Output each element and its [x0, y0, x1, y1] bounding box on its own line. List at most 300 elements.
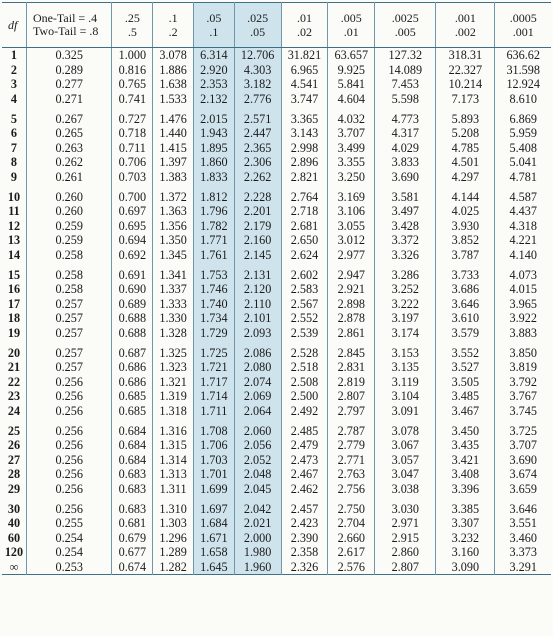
value-cell: 0.685: [112, 404, 153, 419]
col-header: .0025 .005: [375, 3, 436, 48]
value-cell: 4.221: [495, 233, 551, 248]
value-cell: 3.067: [375, 438, 436, 453]
value-cell: 1.782: [193, 219, 234, 234]
value-cell: 1.796: [193, 204, 234, 219]
value-cell: 0.256: [26, 389, 112, 404]
value-cell: 2.750: [328, 496, 375, 516]
table-row: [2, 374, 551, 389]
value-cell: 1.645: [193, 560, 234, 575]
value-cell: 3.160: [436, 545, 495, 560]
df-cell: 6: [10, 126, 18, 141]
value-cell: 1.476: [153, 106, 194, 126]
value-cell: 2.756: [328, 482, 375, 497]
value-cell: 2.467: [281, 467, 328, 482]
value-cell: 2.160: [234, 233, 281, 248]
value-cell: 3.090: [436, 560, 495, 575]
value-cell: 0.256: [26, 496, 112, 516]
table-row: [2, 297, 551, 312]
two-tail-label: Two-Tail = .8: [32, 24, 99, 38]
value-cell: 3.930: [436, 219, 495, 234]
table-row: [2, 63, 551, 78]
value-cell: 0.255: [26, 516, 112, 531]
value-cell: 1.721: [193, 360, 234, 375]
col-header: .05 .1: [193, 3, 234, 48]
value-cell: 4.032: [328, 106, 375, 126]
table-row: [2, 545, 551, 560]
value-cell: 4.144: [436, 184, 495, 204]
col-header: .005 .01: [328, 3, 375, 48]
value-cell: 3.373: [495, 545, 551, 560]
value-cell: 2.479: [281, 438, 328, 453]
value-cell: 2.567: [281, 297, 328, 312]
value-cell: 1.960: [234, 560, 281, 575]
value-cell: 2.086: [234, 340, 281, 360]
value-cell: 1.314: [153, 452, 194, 467]
value-cell: 3.674: [495, 467, 551, 482]
value-cell: 1.318: [153, 404, 194, 419]
value-cell: 0.256: [26, 467, 112, 482]
value-cell: 0.258: [26, 262, 112, 282]
value-cell: 0.703: [112, 170, 153, 185]
value-cell: 1.350: [153, 233, 194, 248]
value-cell: 3.725: [495, 418, 551, 438]
value-cell: 4.781: [495, 170, 551, 185]
value-cell: 1.714: [193, 389, 234, 404]
value-cell: 2.447: [234, 126, 281, 141]
value-cell: 1.282: [153, 560, 194, 575]
df-cell: 2: [10, 62, 18, 77]
value-cell: 0.254: [26, 530, 112, 545]
value-cell: 3.581: [375, 184, 436, 204]
value-cell: 0.256: [26, 438, 112, 453]
value-cell: 3.610: [436, 311, 495, 326]
value-cell: 1.415: [153, 141, 194, 156]
table-row: [2, 48, 551, 63]
value-cell: 1.753: [193, 262, 234, 282]
value-cell: 0.690: [112, 282, 153, 297]
value-cell: 3.396: [436, 482, 495, 497]
value-cell: 3.551: [495, 516, 551, 531]
value-cell: 2.831: [328, 360, 375, 375]
value-cell: 1.740: [193, 297, 234, 312]
value-cell: 2.353: [193, 77, 234, 92]
df-cell: 28: [7, 467, 21, 482]
value-cell: 2.861: [328, 326, 375, 341]
value-cell: 1.311: [153, 482, 194, 497]
value-cell: 1.658: [193, 545, 234, 560]
value-cell: 3.499: [328, 141, 375, 156]
value-cell: 1.697: [193, 496, 234, 516]
value-cell: 2.145: [234, 248, 281, 263]
value-cell: 0.816: [112, 63, 153, 78]
value-cell: 3.833: [375, 155, 436, 170]
value-cell: 3.119: [375, 374, 436, 389]
value-cell: 5.208: [436, 126, 495, 141]
value-cell: 1.761: [193, 248, 234, 263]
table-row: [2, 92, 551, 107]
value-cell: 0.765: [112, 77, 153, 92]
value-cell: 1.337: [153, 282, 194, 297]
value-cell: 0.257: [26, 360, 112, 375]
table-row: [2, 389, 551, 404]
value-cell: 2.056: [234, 438, 281, 453]
value-cell: 22.327: [436, 63, 495, 78]
df-cell: 7: [10, 140, 18, 155]
value-cell: 3.745: [495, 404, 551, 419]
value-cell: 2.228: [234, 184, 281, 204]
value-cell: 3.690: [495, 452, 551, 467]
value-cell: 6.869: [495, 106, 551, 126]
value-cell: 31.598: [495, 63, 551, 78]
value-cell: 1.725: [193, 340, 234, 360]
value-cell: 2.069: [234, 389, 281, 404]
value-cell: 1.372: [153, 184, 194, 204]
value-cell: 1.943: [193, 126, 234, 141]
table-row: [2, 248, 551, 263]
table-row: [2, 170, 551, 185]
table-row: [2, 404, 551, 419]
value-cell: 1.310: [153, 496, 194, 516]
value-cell: 3.747: [281, 92, 328, 107]
value-cell: 1.699: [193, 482, 234, 497]
value-cell: 2.896: [281, 155, 328, 170]
value-cell: 2.771: [328, 452, 375, 467]
table-row: [2, 326, 551, 341]
value-cell: 1.315: [153, 438, 194, 453]
value-cell: 3.505: [436, 374, 495, 389]
table-row: [2, 560, 551, 575]
value-cell: 0.259: [26, 233, 112, 248]
value-cell: 2.797: [328, 404, 375, 419]
value-cell: 2.485: [281, 418, 328, 438]
table-row: [2, 141, 551, 156]
value-cell: 2.552: [281, 311, 328, 326]
value-cell: 2.764: [281, 184, 328, 204]
value-cell: 9.925: [328, 63, 375, 78]
value-cell: 3.197: [375, 311, 436, 326]
value-cell: 1.330: [153, 311, 194, 326]
value-cell: 1.316: [153, 418, 194, 438]
value-cell: 2.977: [328, 248, 375, 263]
table-row: [2, 204, 551, 219]
value-cell: 2.776: [234, 92, 281, 107]
df-cell: 13: [7, 233, 21, 248]
df-cell: 40: [7, 516, 21, 531]
value-cell: 3.646: [495, 496, 551, 516]
value-cell: 4.140: [495, 248, 551, 263]
value-cell: 4.297: [436, 170, 495, 185]
value-cell: 3.421: [436, 452, 495, 467]
value-cell: 12.706: [234, 48, 281, 63]
value-cell: 1.703: [193, 452, 234, 467]
value-cell: 2.358: [281, 545, 328, 560]
df-cell: 3: [10, 77, 18, 92]
df-cell: 120: [4, 545, 24, 560]
value-cell: 0.256: [26, 404, 112, 419]
table-row: [2, 482, 551, 497]
value-cell: 0.674: [112, 560, 153, 575]
value-cell: 2.306: [234, 155, 281, 170]
header-row: [2, 3, 551, 48]
value-cell: 4.029: [375, 141, 436, 156]
df-cell: 29: [7, 481, 21, 496]
table-row: [2, 340, 551, 360]
value-cell: 0.691: [112, 262, 153, 282]
df-cell: 12: [7, 218, 21, 233]
value-cell: 0.267: [26, 106, 112, 126]
value-cell: 2.681: [281, 219, 328, 234]
value-cell: 2.779: [328, 438, 375, 453]
value-cell: 3.792: [495, 374, 551, 389]
df-cell: 30: [7, 501, 21, 516]
value-cell: 4.501: [436, 155, 495, 170]
value-cell: 127.32: [375, 48, 436, 63]
value-cell: 1.296: [153, 530, 194, 545]
value-cell: 1.328: [153, 326, 194, 341]
value-cell: 2.201: [234, 204, 281, 219]
value-cell: 4.785: [436, 141, 495, 156]
df-cell: 4: [10, 92, 18, 107]
value-cell: 2.423: [281, 516, 328, 531]
one-tail-label: One-Tail = .4: [32, 11, 98, 25]
value-cell: 3.450: [436, 418, 495, 438]
table-body: [2, 48, 551, 575]
value-cell: 3.428: [375, 219, 436, 234]
value-cell: 3.232: [436, 530, 495, 545]
value-cell: 3.467: [436, 404, 495, 419]
value-cell: 2.704: [328, 516, 375, 531]
value-cell: 0.258: [26, 282, 112, 297]
value-cell: 2.583: [281, 282, 328, 297]
value-cell: 2.650: [281, 233, 328, 248]
value-cell: 3.222: [375, 297, 436, 312]
value-cell: 1.684: [193, 516, 234, 531]
value-cell: 0.684: [112, 438, 153, 453]
df-cell: 25: [7, 423, 21, 438]
table-row: [2, 106, 551, 126]
value-cell: 2.819: [328, 374, 375, 389]
value-cell: 2.021: [234, 516, 281, 531]
table-row: [2, 467, 551, 482]
value-cell: 1.771: [193, 233, 234, 248]
value-cell: 3.055: [328, 219, 375, 234]
value-cell: 0.688: [112, 311, 153, 326]
value-cell: 0.258: [26, 248, 112, 263]
df-cell: 24: [7, 403, 21, 418]
value-cell: 3.552: [436, 340, 495, 360]
value-cell: 0.289: [26, 63, 112, 78]
value-cell: 3.690: [375, 170, 436, 185]
col-header: .1 .2: [153, 3, 194, 48]
value-cell: 7.173: [436, 92, 495, 107]
value-cell: 5.041: [495, 155, 551, 170]
value-cell: 1.706: [193, 438, 234, 453]
value-cell: 2.064: [234, 404, 281, 419]
table-row: [2, 184, 551, 204]
value-cell: 5.893: [436, 106, 495, 126]
value-cell: 2.457: [281, 496, 328, 516]
value-cell: 5.841: [328, 77, 375, 92]
value-cell: 4.015: [495, 282, 551, 297]
value-cell: 3.579: [436, 326, 495, 341]
value-cell: 2.947: [328, 262, 375, 282]
value-cell: 1.397: [153, 155, 194, 170]
value-cell: 4.604: [328, 92, 375, 107]
col-header: .0005 .001: [495, 3, 551, 48]
df-cell: 11: [8, 204, 20, 219]
value-cell: 2.473: [281, 452, 328, 467]
value-cell: 0.681: [112, 516, 153, 531]
value-cell: 3.922: [495, 311, 551, 326]
value-cell: 3.104: [375, 389, 436, 404]
value-cell: 3.733: [436, 262, 495, 282]
table-row: [2, 452, 551, 467]
value-cell: 4.073: [495, 262, 551, 282]
value-cell: 3.460: [495, 530, 551, 545]
df-cell: 27: [7, 452, 21, 467]
value-cell: 2.132: [193, 92, 234, 107]
value-cell: 2.878: [328, 311, 375, 326]
value-cell: 4.541: [281, 77, 328, 92]
value-cell: 0.741: [112, 92, 153, 107]
value-cell: 0.325: [26, 48, 112, 63]
value-cell: 3.057: [375, 452, 436, 467]
value-cell: 6.314: [193, 48, 234, 63]
table-row: [2, 516, 551, 531]
table-row: [2, 418, 551, 438]
value-cell: 0.260: [26, 184, 112, 204]
value-cell: 3.182: [234, 77, 281, 92]
value-cell: 3.965: [495, 297, 551, 312]
value-cell: 2.326: [281, 560, 328, 575]
value-cell: 2.080: [234, 360, 281, 375]
df-cell: 19: [7, 325, 21, 340]
col-header: .01 .02: [281, 3, 328, 48]
table-row: [2, 233, 551, 248]
value-cell: 2.845: [328, 340, 375, 360]
value-cell: 0.718: [112, 126, 153, 141]
value-cell: 5.408: [495, 141, 551, 156]
value-cell: 3.435: [436, 438, 495, 453]
value-cell: 3.686: [436, 282, 495, 297]
value-cell: 0.256: [26, 418, 112, 438]
value-cell: 2.860: [375, 545, 436, 560]
value-cell: 1.383: [153, 170, 194, 185]
value-cell: 0.688: [112, 326, 153, 341]
value-cell: 1.533: [153, 92, 194, 107]
value-cell: 0.265: [26, 126, 112, 141]
col-header: .025 .05: [234, 3, 281, 48]
value-cell: 0.677: [112, 545, 153, 560]
value-cell: 2.915: [375, 530, 436, 545]
table-row: [2, 219, 551, 234]
value-cell: 10.214: [436, 77, 495, 92]
value-cell: 3.030: [375, 496, 436, 516]
value-cell: 0.262: [26, 155, 112, 170]
value-cell: 0.686: [112, 360, 153, 375]
value-cell: 2.787: [328, 418, 375, 438]
df-cell: 10: [7, 189, 21, 204]
value-cell: 1.333: [153, 297, 194, 312]
value-cell: 0.277: [26, 77, 112, 92]
value-cell: 2.060: [234, 418, 281, 438]
value-cell: 2.920: [193, 63, 234, 78]
value-cell: 1.440: [153, 126, 194, 141]
value-cell: 2.262: [234, 170, 281, 185]
table-row: [2, 496, 551, 516]
value-cell: 3.646: [436, 297, 495, 312]
value-cell: 2.110: [234, 297, 281, 312]
value-cell: 0.260: [26, 204, 112, 219]
value-cell: 3.883: [495, 326, 551, 341]
value-cell: 1.833: [193, 170, 234, 185]
value-cell: 0.685: [112, 389, 153, 404]
value-cell: 3.153: [375, 340, 436, 360]
value-cell: 1.729: [193, 326, 234, 341]
value-cell: 5.959: [495, 126, 551, 141]
df-cell: 20: [7, 345, 21, 360]
value-cell: 3.286: [375, 262, 436, 282]
value-cell: 31.821: [281, 48, 328, 63]
value-cell: 12.924: [495, 77, 551, 92]
value-cell: 2.179: [234, 219, 281, 234]
value-cell: 0.686: [112, 374, 153, 389]
value-cell: 4.318: [495, 219, 551, 234]
value-cell: 1.860: [193, 155, 234, 170]
value-cell: 0.271: [26, 92, 112, 107]
value-cell: 2.617: [328, 545, 375, 560]
value-cell: 3.106: [328, 204, 375, 219]
table-row: [2, 282, 551, 297]
value-cell: 3.250: [328, 170, 375, 185]
value-cell: 3.291: [495, 560, 551, 575]
value-cell: 3.326: [375, 248, 436, 263]
value-cell: 2.120: [234, 282, 281, 297]
value-cell: 3.252: [375, 282, 436, 297]
value-cell: 1.321: [153, 374, 194, 389]
value-cell: 1.746: [193, 282, 234, 297]
value-cell: 3.497: [375, 204, 436, 219]
value-cell: 4.317: [375, 126, 436, 141]
value-cell: 0.259: [26, 219, 112, 234]
value-cell: 3.707: [495, 438, 551, 453]
value-cell: 0.263: [26, 141, 112, 156]
value-cell: 0.679: [112, 530, 153, 545]
value-cell: 4.773: [375, 106, 436, 126]
value-cell: 0.683: [112, 467, 153, 482]
df-cell: 60: [7, 530, 21, 545]
value-cell: 2.390: [281, 530, 328, 545]
value-cell: 2.131: [234, 262, 281, 282]
value-cell: 2.045: [234, 482, 281, 497]
value-cell: 2.015: [193, 106, 234, 126]
value-cell: 0.711: [112, 141, 153, 156]
value-cell: 3.707: [328, 126, 375, 141]
value-cell: 1.812: [193, 184, 234, 204]
df-cell: 16: [7, 282, 21, 297]
value-cell: 0.256: [26, 374, 112, 389]
value-cell: 2.898: [328, 297, 375, 312]
value-cell: 1.325: [153, 340, 194, 360]
table-row: [2, 262, 551, 282]
value-cell: 2.971: [375, 516, 436, 531]
value-cell: 1.323: [153, 360, 194, 375]
value-cell: 2.518: [281, 360, 328, 375]
col-header: .001 .002: [436, 3, 495, 48]
value-cell: 3.307: [436, 516, 495, 531]
value-cell: 0.694: [112, 233, 153, 248]
col-header: .25 .5: [112, 3, 153, 48]
